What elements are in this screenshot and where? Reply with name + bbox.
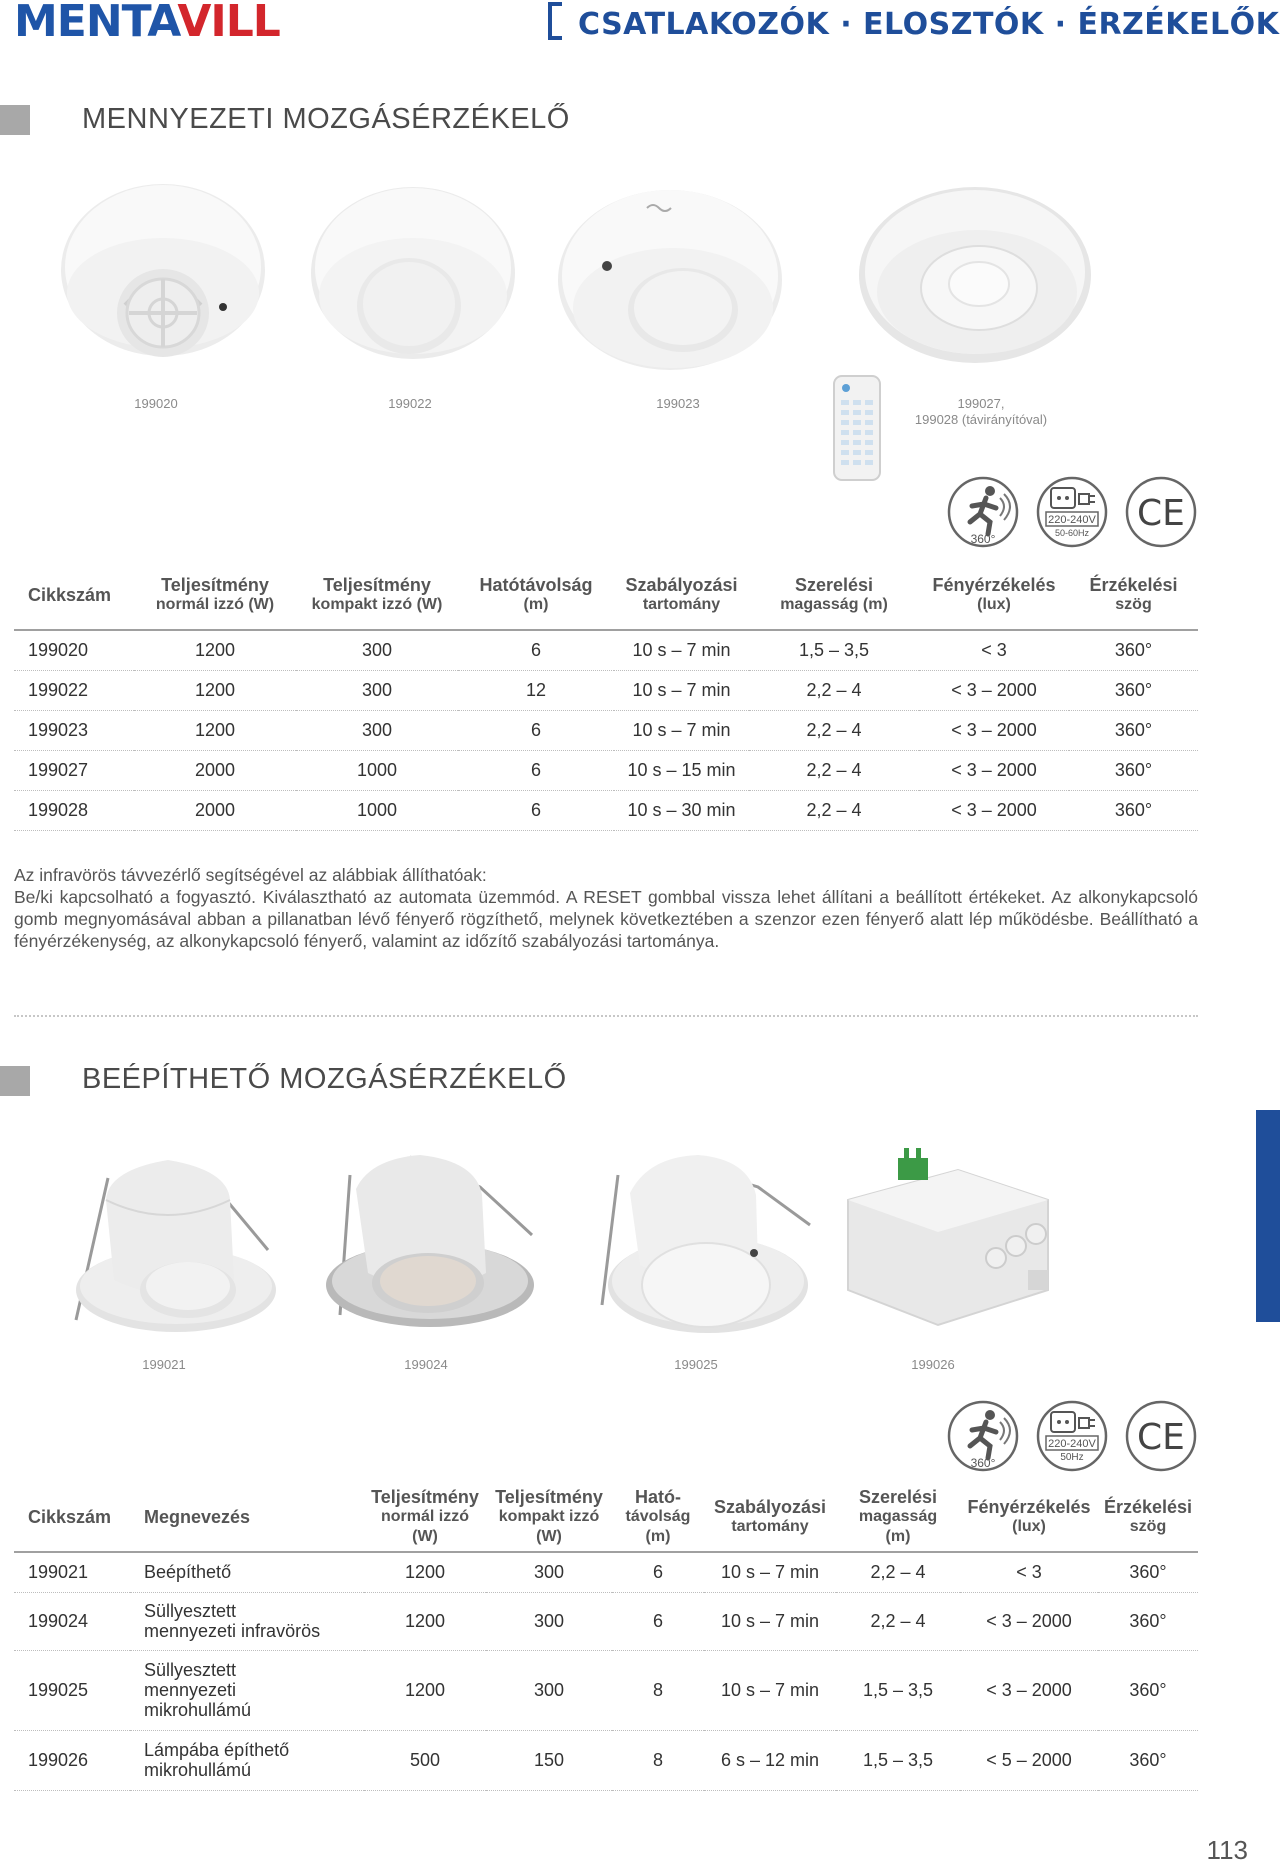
product-image-199024: [310, 1135, 540, 1335]
th-timer: [614, 560, 749, 630]
header-label: Érzékelési: [1089, 574, 1178, 595]
table-row: [14, 790, 1198, 830]
header-sublabel: tartomány: [642, 595, 721, 613]
table-cell: 360°: [1069, 710, 1198, 750]
product-image-199022: [305, 178, 525, 368]
table-cell: 6: [458, 710, 614, 750]
cell-sku: 199025: [14, 1650, 130, 1730]
table-cell: 300: [296, 670, 458, 710]
section-marker: [0, 1066, 30, 1096]
cell-sku: 199024: [14, 1592, 130, 1650]
header-sublabel: szög: [1115, 595, 1152, 613]
header-label: Teljesítmény: [371, 1486, 479, 1507]
th-power-compact: [296, 560, 458, 630]
header-sublabel: (m): [885, 1527, 911, 1545]
table-cell: 8: [612, 1650, 704, 1730]
spec-table-recessed: [14, 1482, 1198, 1791]
table-cell: 150: [486, 1730, 612, 1790]
table-cell: 300: [486, 1552, 612, 1592]
table-cell: < 3 – 2000: [919, 670, 1069, 710]
logo-text-accent: VILL: [177, 0, 280, 47]
table-cell: 1000: [296, 790, 458, 830]
table-cell: 10 s – 7 min: [614, 710, 749, 750]
table-row: [14, 750, 1198, 790]
motion-360-icon: [946, 1400, 1022, 1474]
th-lux: [960, 1482, 1098, 1552]
th-cikkszam: [14, 1482, 130, 1552]
header-label: Ható-: [635, 1486, 681, 1507]
table-row: [14, 1552, 1198, 1592]
cell-name: Süllyesztett mennyezeti infravörös: [130, 1592, 364, 1650]
header-label: Szerelési: [794, 574, 874, 595]
th-angle: [1098, 1482, 1198, 1552]
table-cell: 2,2 – 4: [749, 670, 919, 710]
table-row: [14, 1592, 1198, 1650]
table-header-row: [14, 560, 1198, 630]
table-cell: 360°: [1069, 790, 1198, 830]
spec-table-ceiling: [14, 560, 1198, 831]
table-cell: 360°: [1098, 1552, 1198, 1592]
table-cell: 1,5 – 3,5: [749, 630, 919, 670]
th-range: [458, 560, 614, 630]
table-cell: 10 s – 7 min: [614, 630, 749, 670]
product-image-199020: [55, 175, 275, 365]
table-cell: < 3: [919, 630, 1069, 670]
voltage-label: 220-240V: [1048, 514, 1096, 526]
table-cell: 300: [296, 630, 458, 670]
table-cell: 1200: [364, 1592, 486, 1650]
caption-199021: 199021: [142, 1357, 186, 1372]
caption-199024: 199024: [404, 1357, 448, 1372]
th-range: [612, 1482, 704, 1552]
th-cikkszam: [14, 560, 134, 630]
table-cell: < 3 – 2000: [919, 710, 1069, 750]
header-sublabel: magasság (m): [780, 595, 888, 613]
table-cell: 10 s – 15 min: [614, 750, 749, 790]
cell-sku: 199021: [14, 1552, 130, 1592]
cell-sku: 199022: [14, 670, 134, 710]
table-cell: 6: [458, 750, 614, 790]
table-cell: 8: [612, 1730, 704, 1790]
header-sublabel: (m): [645, 1527, 671, 1545]
table-cell: 360°: [1069, 670, 1198, 710]
cell-sku: 199027: [14, 750, 134, 790]
caption-199023: 199023: [656, 396, 700, 411]
header-sublabel: (m): [523, 595, 549, 613]
table-cell: 6: [612, 1552, 704, 1592]
frequency-label: 50Hz: [1060, 1452, 1084, 1463]
table-cell: 300: [486, 1592, 612, 1650]
th-lux: [919, 560, 1069, 630]
table-row: [14, 1650, 1198, 1730]
table-cell: 2,2 – 4: [749, 790, 919, 830]
table-cell: 1200: [134, 710, 296, 750]
voltage-label: 220-240V: [1048, 1438, 1096, 1450]
header-label: Hatótávolság: [479, 574, 593, 595]
table-cell: 10 s – 30 min: [614, 790, 749, 830]
header-label: Érzékelési: [1103, 1496, 1193, 1517]
table-cell: 1000: [296, 750, 458, 790]
product-image-199021: [58, 1140, 288, 1340]
table-cell: 300: [486, 1650, 612, 1730]
th-mount-height: [836, 1482, 960, 1552]
header-label: Cikkszám: [28, 1506, 112, 1527]
category-header: [548, 2, 1280, 45]
th-power-compact: [486, 1482, 612, 1552]
logo-text-main: MENTA: [14, 0, 178, 47]
header-sublabel: (W): [536, 1527, 562, 1545]
table-cell: < 3 – 2000: [919, 790, 1069, 830]
header-sublabel: normál izzó: [380, 1507, 469, 1525]
caption-199022: 199022: [388, 396, 432, 411]
table-row: [14, 1730, 1198, 1790]
caption-199025: 199025: [674, 1357, 718, 1372]
th-power-normal: [134, 560, 296, 630]
table-cell: 2,2 – 4: [836, 1552, 960, 1592]
certification-icons: [946, 1400, 1200, 1474]
remote-control-description: [14, 864, 1198, 952]
th-angle: [1069, 560, 1198, 630]
table-cell: 1200: [364, 1650, 486, 1730]
table-cell: 360°: [1098, 1730, 1198, 1790]
section-marker: [0, 105, 30, 135]
table-cell: 2000: [134, 790, 296, 830]
header-label: Szabályozási: [625, 574, 738, 595]
product-image-199026: [838, 1140, 1058, 1330]
table-cell: 1200: [364, 1552, 486, 1592]
frequency-label: 50-60Hz: [1054, 528, 1090, 538]
caption-199026: 199026: [911, 1357, 955, 1372]
table-cell: < 3 – 2000: [919, 750, 1069, 790]
table-cell: 300: [296, 710, 458, 750]
ce-mark-icon: [1124, 1400, 1200, 1474]
table-cell: 1200: [134, 630, 296, 670]
product-image-199027: [855, 180, 1095, 370]
th-name: [130, 1482, 364, 1552]
header-sublabel: (lux): [1012, 1517, 1046, 1535]
header-sublabel: kompakt izzó (W): [311, 595, 443, 613]
section-title-ceiling: MENNYEZETI MOZGÁSÉRZÉKELŐ: [82, 103, 570, 135]
header-label: Fényérzékelés: [932, 574, 1056, 595]
product-image-199023: [555, 180, 785, 380]
note-paragraph: Be/ki kapcsolható a fogyasztó. Kiválasztható az automata üzemmód. A RESET gombbal vissza lehet állítani a beállított értékeket. Az alkonykapcsoló gomb megnyomásával abban a pillanatban lévő fényerő rögzíthető, melynek következtében a szenzor ezen fényerő alatt lép működésbe. Beállítható a fényérzékenység, az alkonykapcsoló fényerő, valamint az időzítő szabályozási tartománya.: [14, 887, 1198, 951]
ce-label: CE: [1137, 1417, 1185, 1458]
ce-mark-icon: [1124, 476, 1200, 550]
angle-label: 360°: [970, 1456, 996, 1470]
table-cell: 2,2 – 4: [749, 750, 919, 790]
page-number: 113: [1206, 1835, 1248, 1865]
cell-sku: 199028: [14, 790, 134, 830]
header-label: Teljesítmény: [495, 1486, 603, 1507]
table-cell: 360°: [1069, 630, 1198, 670]
header-label: Teljesítmény: [323, 574, 431, 595]
table-cell: < 5 – 2000: [960, 1730, 1098, 1790]
bracket-left: [548, 2, 562, 40]
table-cell: 10 s – 7 min: [704, 1592, 836, 1650]
th-timer: [704, 1482, 836, 1552]
cell-sku: 199023: [14, 710, 134, 750]
header-sublabel: tartomány: [731, 1517, 809, 1535]
table-cell: 2,2 – 4: [836, 1592, 960, 1650]
table-cell: < 3: [960, 1552, 1098, 1592]
angle-label: 360°: [970, 532, 996, 546]
product-image-199025: [578, 1135, 818, 1335]
table-cell: 10 s – 7 min: [614, 670, 749, 710]
cell-name: Beépíthető: [130, 1552, 364, 1592]
header-label: Teljesítmény: [161, 574, 269, 595]
table-cell: 6 s – 12 min: [704, 1730, 836, 1790]
header-label: Szabályozási: [713, 1496, 827, 1517]
table-header-row: [14, 1482, 1198, 1552]
header-sublabel: szög: [1129, 1517, 1167, 1535]
header-label: Fényérzékelés: [967, 1496, 1091, 1517]
table-cell: 360°: [1098, 1650, 1198, 1730]
table-cell: < 3 – 2000: [960, 1592, 1098, 1650]
brand-logo: [14, 0, 280, 46]
table-cell: 12: [458, 670, 614, 710]
table-cell: 1200: [134, 670, 296, 710]
table-cell: 2000: [134, 750, 296, 790]
table-cell: 10 s – 7 min: [704, 1552, 836, 1592]
header-sublabel: (W): [412, 1527, 438, 1545]
side-tab-marker: [1256, 1110, 1280, 1322]
table-cell: 6: [458, 630, 614, 670]
th-power-normal: [364, 1482, 486, 1552]
motion-360-icon: [946, 476, 1022, 550]
caption-line: 199027,: [957, 396, 1005, 411]
table-row: [14, 710, 1198, 750]
table-cell: < 3 – 2000: [960, 1650, 1098, 1730]
voltage-icon: [1035, 1400, 1111, 1474]
table-cell: 10 s – 7 min: [704, 1650, 836, 1730]
cell-sku: 199026: [14, 1730, 130, 1790]
cell-name: Süllyesztett mennyezeti mikrohullámú: [130, 1650, 364, 1730]
caption-199027: [886, 396, 1076, 428]
remote-control-image: [832, 374, 882, 484]
table-cell: 500: [364, 1730, 486, 1790]
caption-199020: 199020: [134, 396, 178, 411]
header-sublabel: távolság: [625, 1507, 691, 1525]
th-mount-height: [749, 560, 919, 630]
header-label: Cikkszám: [28, 584, 112, 605]
section-title-recessed: BEÉPÍTHETŐ MOZGÁSÉRZÉKELŐ: [82, 1063, 567, 1095]
table-row: [14, 670, 1198, 710]
note-line: Az infravörös távvezérlő segítségével az alábbiak állíthatóak:: [14, 865, 487, 885]
caption-line: 199028 (távirányítóval): [914, 412, 1048, 427]
cell-sku: 199020: [14, 630, 134, 670]
table-cell: 6: [458, 790, 614, 830]
header-sublabel: kompakt izzó: [498, 1507, 600, 1525]
ce-label: CE: [1137, 493, 1185, 534]
cell-name: Lámpába építhető mikrohullámú: [130, 1730, 364, 1790]
voltage-icon: [1035, 476, 1111, 550]
table-cell: 2,2 – 4: [749, 710, 919, 750]
table-cell: 6: [612, 1592, 704, 1650]
section-divider: [14, 1015, 1198, 1017]
header-sublabel: (lux): [977, 595, 1011, 613]
category-title: CSATLAKOZÓK · ELOSZTÓK · ÉRZÉKELŐK: [578, 7, 1280, 42]
header-sublabel: normál izzó (W): [155, 595, 275, 613]
table-cell: 1,5 – 3,5: [836, 1650, 960, 1730]
header-sublabel: magasság: [858, 1507, 938, 1525]
table-cell: 360°: [1069, 750, 1198, 790]
table-cell: 360°: [1098, 1592, 1198, 1650]
header-label: Megnevezés: [144, 1506, 251, 1527]
header-label: Szerelési: [858, 1486, 938, 1507]
table-row: [14, 630, 1198, 670]
table-cell: 1,5 – 3,5: [836, 1730, 960, 1790]
certification-icons: [946, 476, 1200, 550]
